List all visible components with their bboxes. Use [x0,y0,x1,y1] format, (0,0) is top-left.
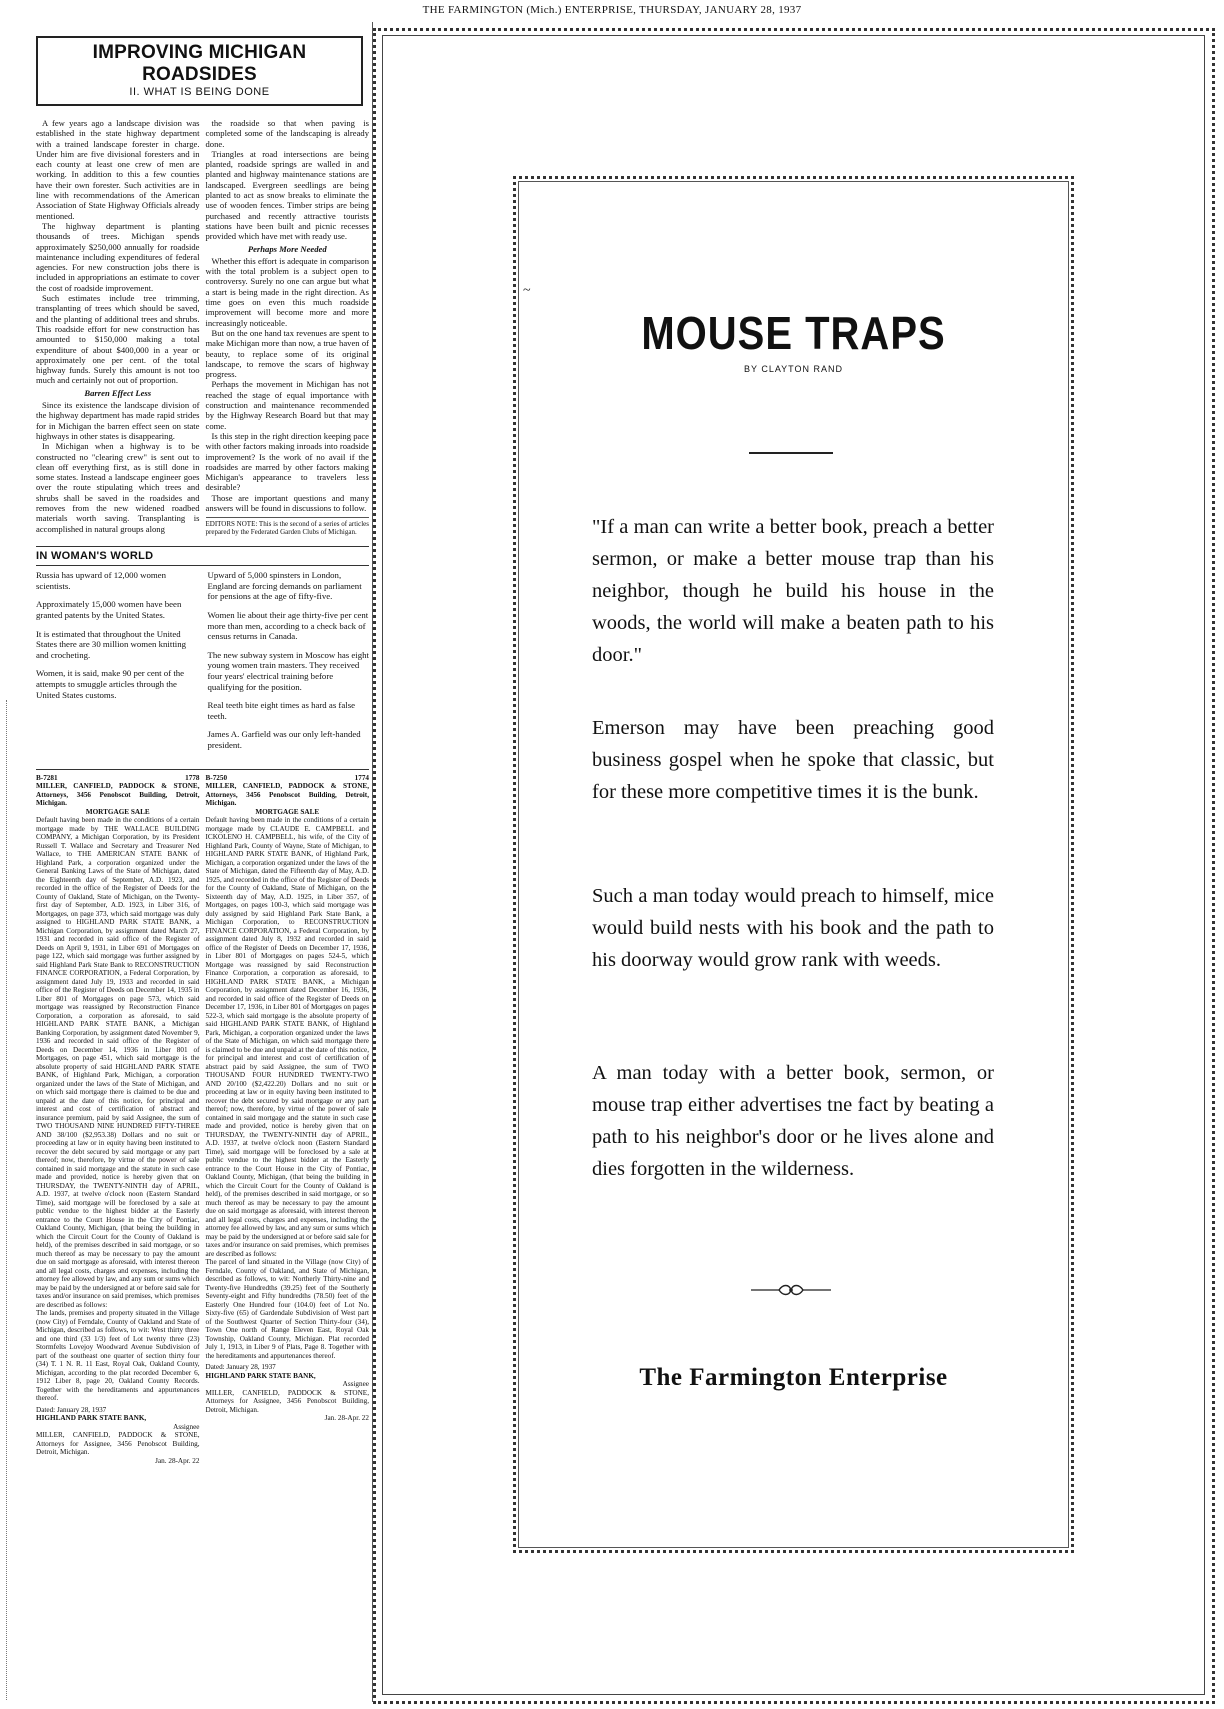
ad-paragraph: Such a man today would preach to himself, mice would build nests with his book and the path to his doorway would grow rank with weeds. [592,885,994,971]
left-column [36,36,369,1465]
ad-byline: BY CLAYTON RAND [743,364,844,374]
roadsides-paragraph: The highway department is planting thousands of trees. Michigan spends approximately $250,000 annually for roadside maintenance including expenditures of federal agencies. For new construction jobs there is included in appropriations an estimate to cover the cost of roadside improvement. [36,220,200,293]
womans-world-col-2 [208,570,370,758]
legal-attorneys: MILLER, CANFIELD, PADDOCK & STONE, Attorneys for Assignee, 3456 Penobscot Building, Detroit, Michigan. [205,1388,369,1414]
legal-run-dates: Jan. 28-Apr. 22 [155,1456,200,1465]
legal-dated: Dated: January 28, 1937 [36,1405,107,1414]
womans-world-item: Russia has upward of 12,000 women scientists. [36,570,166,591]
ad-paragraph: A man today with a better book, sermon, or mouse trap either advertises tne fact by beating a path to his neighbor's door or he lives alone and dies forgotten in the wilderness. [592,1062,994,1180]
roadsides-paragraph: But on the one hand tax revenues are spent to make Michigan more than now, a true haven of beauty, to replace some of its original landscape, to remove the scars of highway progress. [205,327,369,380]
margin-rule [6,700,8,1700]
roadsides-title: IMPROVING MICHIGAN ROADSIDES [92,42,307,85]
masthead: THE FARMINGTON (Mich.) ENTERPRISE, THURSDAY, JANUARY 28, 1937 [422,4,802,16]
roadsides-subheading: Perhaps More Needed [247,243,327,254]
roadsides-paragraph: Those are important questions and many answers will be found in discussions to follow. [205,492,369,513]
womans-world-item: Upward of 5,000 spinsters in London, England are forcing demands on parliament for pensions at the age of fifty-five. [207,570,362,602]
womans-world-title: IN WOMAN'S WORLD [36,546,369,566]
ad-paragraph: "If a man can write a better book, preach a better sermon, or make a better mouse trap than his neighbor, though he build his house in the woods, the world will make a beaten path to his door." [592,516,994,666]
roadsides-headline-box [36,36,363,106]
legal-assignee: Assignee [173,1422,200,1431]
roadsides-paragraph: A few years ago a landscape division was established in the state highway department with a trained landscape forester in charge. Under him are five divisional foresters and in each county at least one crew of men are working. In addition to this a few counties have their own forester. Such activities are in line with recommendations of the American Association of State Highway Officials already mentioned. [36,118,200,221]
roadsides-paragraph: In Michigan when a highway is to be constructed no "clearing crew" is sent out to clean off everything first, as is still done in some states. Instead a landscape engineer goes over the route stipulating which trees and shrubs shall be saved in the roadsides and removes from the new widened roadbed materials worth saving. Transplanting is accomplished in natural groups along [36,441,200,534]
roadsides-paragraph: the roadside so that when paving is completed some of the landscaping is already done. [205,118,369,149]
legal-body: Default having been made in the conditions of a certain mortgage made by CLAUDE E. CAMPBELL and ICKOLENO H. CAMPBELL, his wife, of the City of Highland Park, County of Wayne, State of Michigan, to HIGHLAND PARK STATE BANK, of Highland Park, Michigan, a corporation organized under the laws of the State of Michigan, dated the Fifteenth day of May, A.D. 1925, and recorded in the office of the Register of Deeds for the County of Oakland, State of Michigan, on the Sixteenth day of May, A.D. 1925, in Liber 357, of Mortgages, on pages 100-3, which said mortgage was duly assigned by said Highland Park State Bank, a Michigan Corporation, to RECONSTRUCTION FINANCE CORPORATION, a Federal Corporation, by assignment dated July 8, 1932 and recorded in said office of the Register of Deeds on December 17, 1936, in Liber 801 of Mortgages on pages 524-5, which Mortgage was reassigned by said Reconstruction Finance Corporation, a corporation as aforesaid, to HIGHLAND PARK STATE BANK, a Michigan Corporation, by assignment dated December 16, 1936, and recorded in said office of the Register of Deeds on December 17, 1936, in Liber 801 of Mortgages on pages 522-3, which said mortgage is the absolute property of said HIGHLAND PARK STATE BANK, of Highland Park, Michigan, a corporation organized under the laws of the State of Michigan, on which said mortgage there is claimed to be due and unpaid at the date of this notice, for principal and interest and cost of certification of abstract paid by said Assignee, the sum of TWO THOUSAND FOUR HUNDRED TWENTY-TWO AND 20/100 ($2,422.20) Dollars and no suit or proceeding at law or in equity having been instituted to recover the debt secured by said mortgage or any part thereof; now, therefore, by virtue of the power of sale contained in said mortgage and the statute in such case made and provided, notice is hereby given that on THURSDAY, the TWENTY-NINTH day of APRIL, A.D. 1937, at twelve o'clock noon (Eastern Standard Time), said mortgage will be foreclosed by a sale at public vendue to the highest bidder at the Easterly entrance to the Court House in the City of Pontiac, Oakland County, Michigan, (that being the building in which the Circuit Court for the County of Oakland is held), of the premises described in said mortgage, or so much thereof as may be necessary to pay the amount due on said mortgage as aforesaid, with interest thereon and all legal costs, charges and expenses, including the attorney fee allowed by law, and any sum or sums which may be paid by the undersigned at or before said sale for taxes and/or insurance on said premises, which premises are described as follows: [205,816,369,1258]
roadsides-paragraph: Whether this effort is adequate in comparison with the total problem is a subject open to controversy. Surely no one can argue but what a start is being made in the right direction. As time goes on even this much roadside improvement will become more and more increasingly noticeable. [205,255,369,328]
roadsides-article [36,118,369,536]
womans-world-item: Real teeth bite eight times as hard as false teeth. [207,700,356,721]
legal-notices [36,769,369,1466]
womans-world-item: Women, it is said, make 90 per cent of the attempts to smuggle articles through the United States customs. [36,668,185,700]
legal-assignee: Assignee [342,1380,369,1389]
legal-attorneys: MILLER, CANFIELD, PADDOCK & STONE, Attorneys for Assignee, 3456 Penobscot Building, Detroit, Michigan. [36,1431,200,1457]
legal-heading: MORTGAGE SALE [255,807,320,816]
womans-world-item: It is estimated that throughout the United States there are 30 million women knitting and crocheting. [36,628,187,660]
roadsides-subtitle: II. WHAT IS BEING DONE [129,86,270,98]
legal-heading: MORTGAGE SALE [85,807,150,816]
womans-world-item: The new subway system in Moscow has eight young women train masters. They received four years' electrical training before qualifying for the position. [207,649,369,692]
legal-body: Default having been made in the conditions of a certain mortgage made by THE WALLACE BUILDING COMPANY, a Michigan Corporation, by its President Russell T. Wallace and Secretary and Treasurer Ned Wallace, to THE AMERICAN STATE BANK of Highland Park, a corporation organized under the General Banking Laws of the State of Michigan, dated the Eighteenth day of September, A.D. 1923, and recorded in the office of the Register of Deeds for the County of Oakland, State of Michigan, on the Twenty-first day of September, A.D. 1923, in Liber 316, of Mortgages, on page 373, which said mortgage was duly assigned to HIGHLAND PARK STATE BANK, a Michigan Corporation, by assignment dated March 27, 1931 and recorded in said office of the Register of Deeds on April 9, 1931, in Liber 691 of Mortgages on page 122, which said mortgage was further assigned by said Highland Park State Bank to RECONSTRUCTION FINANCE CORPORATION, a Federal Corporation, by assignment dated July 19, 1933 and recorded in said office of the Register of Deeds on December 14, 1935 in Liber 801 of Mortgages on page 573, which said mortgage was reassigned by Reconstruction Finance Corporation, a corporation as aforesaid, to said HIGHLAND PARK STATE BANK, a Michigan Banking Corporation, by assignment dated November 9, 1936 and recorded in said office of the Register of Deeds on December 14, 1936 in Liber 801 of Mortgages, on page 451, which said mortgage is the absolute property of said HIGHLAND PARK STATE BANK, of Highland Park, Michigan, a corporation organized under the laws of the State of Michigan, and on which said mortgage there is claimed to be due and unpaid at the date of this notice, for principal and interest and cost of certification of abstract and insurance premium, paid by said Assignee, the sum of TWO THOUSAND NINE HUNDRED FIFTY-THREE AND 38/100 ($2,953.38) Dollars and no suit or proceeding at law or in equity having been instituted to recover the debt secured by said mortgage or any part thereof; now, therefore, by virtue of the power of sale contained in said mortgage and the statute in such case made and provided, notice is hereby given that on THURSDAY, the TWENTY-NINTH day of APRIL, A.D. 1937, at twelve o'clock noon (Eastern Standard Time), said mortgage will be foreclosed by a sale at public vendue to the highest bidder at the Easterly entrance to the Court House in the City of Pontiac, Oakland County, Michigan, (that being the building in which the Circuit Court for the County of Oakland is held), of the premises described in said mortgage, or so much thereof as may be necessary to pay the amount due on said mortgage as aforesaid, with interest thereon and all legal costs, charges and expenses, including the attorney fee allowed by law, and any sum or sums which may be paid by the undersigned at or before said sale for taxes and/or insurance on said premises, which premises are described as follows: [36,816,200,1309]
legal-bank: HIGHLAND PARK STATE BANK, [205,1371,316,1380]
legal-notice-1 [36,774,200,1466]
womans-world-item: Women lie about their age thirty-five per cent more than men, according to a check back of census returns in Canada. [207,610,369,642]
womans-world-item: James A. Garfield was our only left-handed president. [207,729,361,750]
editors-note: EDITORS NOTE: This is the second of a series of articles prepared by the Federated Garden Clubs of Michigan. [206,517,370,536]
legal-run-dates: Jan. 28-Apr. 22 [324,1414,369,1423]
roadsides-paragraph: Is this step in the right direction keeping pace with other factors making inroads into roadside improvement? Is the work of no avail if the roadsides are marred by other factors making Michigan's appearance to travelers less desirable? [205,430,369,493]
womans-world-col-1 [36,570,198,758]
legal-code: 1778 [185,773,200,782]
legal-bank: HIGHLAND PARK STATE BANK, [36,1414,147,1423]
legal-firm: MILLER, CANFIELD, PADDOCK & STONE, Attorneys, 3456 Penobscot Building, Detroit, Michigan. [205,782,369,808]
ornament-icon [749,1283,833,1297]
legal-premises: The parcel of land situated in the Village (now City) of Ferndale, County of Oakland, and State of Michigan, described as follows, to wit: Northerly Thirty-nine and Twenty-five Hundredths (39.25) feet of the Southerly Seventy-eight and Fifty hundredths (78.50) feet of the Easterly One Hundred four (104.0) feet of Lot No. Sixty-five (65) of Gardendale Subdivision of West part of the Southwest Quarter of Section Thirty-four (34), Town One north of Range Eleven East, Royal Oak Township, Oakland County, Michigan. Plat recorded July 1, 1913, in Liber 9 of Plats, Page 8. Together with the hereditaments and appurtenances thereof. [205,1258,369,1360]
legal-number: B-7281 [36,773,58,782]
roadsides-paragraph: Such estimates include tree trimming, transplanting of trees which should be saved, and the planting of additional trees and shrubs. This roadside effort for new construction has amounted to $150,000 making a total expenditure of about $400,000 in a year or approximately one per cent. of the total highway funds. Surely this amount is not too much and certainly not out of proportion. [36,293,200,386]
legal-code: 1774 [354,773,369,782]
roadsides-paragraph: Since its existence the landscape division of the highway department has made rapid strides for in Michigan the barren effect seen on state highways in other states is disappearing. [36,400,200,441]
roadsides-col-1 [36,118,200,536]
roadsides-col-2 [206,118,370,536]
ad-panel-inner-border [518,181,1069,1548]
legal-number: B-7250 [205,773,228,782]
ad-paragraph: Emerson may have been preaching good business gospel when he spoke that classic, but for these more competitive times it is the bunk. [592,717,994,803]
womans-world-item: Approximately 15,000 women have been granted patents by the United States. [36,599,182,621]
ink-mark-icon: ~ [523,283,531,298]
womans-world-section [36,570,369,758]
roadsides-subheading: Barren Effect Less [84,387,152,398]
roadsides-paragraph: Perhaps the movement in Michigan has not reached the stage of equal importance with construction and maintenance recommended by the Highway Research Board but that may come. [205,379,369,431]
ad-signature: The Farmington Enterprise [639,1364,948,1391]
legal-premises: The lands, premises and property situated in the Village (now City) of Ferndale, County of Oakland and State of Michigan, described as follows, to wit: West thirty three and one third (33 1/3) feet of Lot twenty three (23) Stormfelts Lovejoy Woodward Avenue Subdivision of part of the southeast one quarter of section thirty four (34) T. 1 N. R. 11 East, Royal Oak, Oakland County, Michigan, according to the plat recorded December 6, 1912 Liber 8, page 20, Oakland County Records. Together with the hereditaments and appurtenances thereof. [36,1309,200,1403]
legal-notice-2 [206,774,370,1466]
legal-firm: MILLER, CANFIELD, PADDOCK & STONE, Attorneys, 3456 Penobscot Building, Detroit, Michigan. [36,782,200,808]
roadsides-paragraph: Triangles at road intersections are being planted, roadside springs are walled in and planted and highway maintenance stations are landscaped. Evergreen seedlings are being planted to act as snow breaks to eliminate the use of wooden fences. Timber strips are being purchased and recently attractive tourists stations have been built and picnic recesses provided which have met with ready use. [205,148,369,242]
ad-title: MOUSE TRAPS [641,308,946,360]
ad-divider [749,452,833,454]
legal-dated: Dated: January 28, 1937 [205,1363,276,1372]
